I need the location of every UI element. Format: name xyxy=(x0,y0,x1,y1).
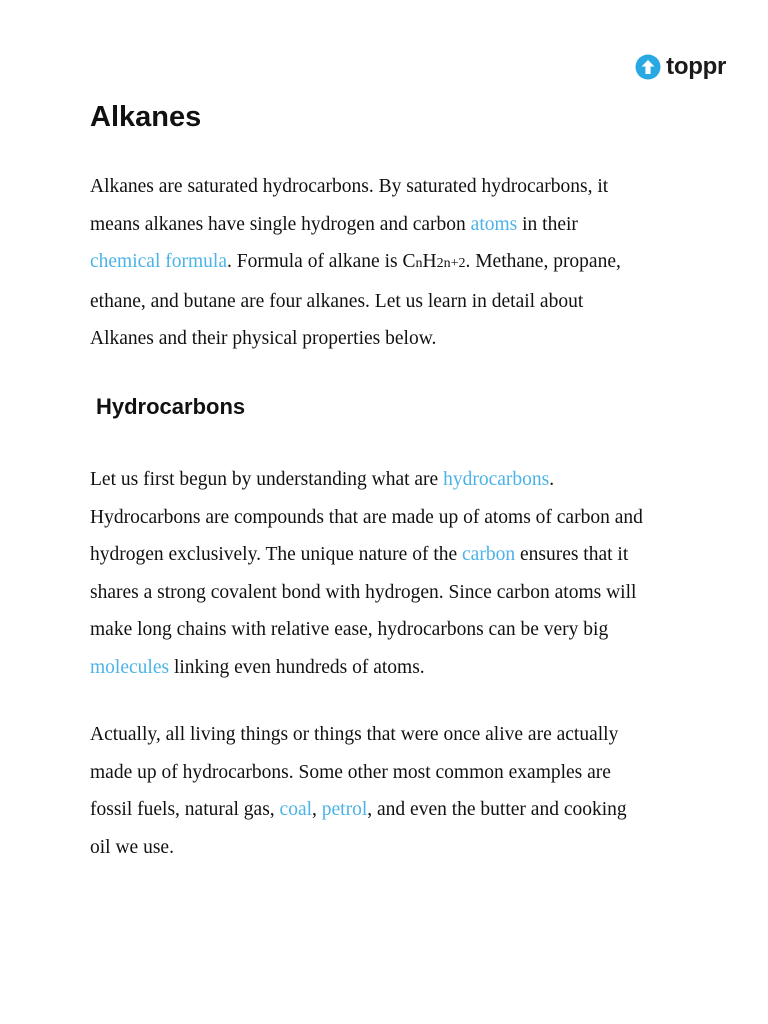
section-heading: Hydrocarbons xyxy=(96,394,246,419)
text-line: oil we use. xyxy=(90,836,174,858)
page-title: Alkanes xyxy=(90,101,202,133)
logo-text: toppr xyxy=(666,53,726,80)
hydrocarbons-link[interactable]: hydrocarbons xyxy=(443,469,550,490)
alkane-formula: CnH2n+2 xyxy=(402,251,466,273)
text-line: Alkanes are saturated hydrocarbons. By saturated hydrocarbons, it xyxy=(90,176,609,197)
examples-paragraph xyxy=(90,716,690,866)
text-line: Actually, all living things or things that were once alive are actually xyxy=(90,724,619,745)
intro-paragraph xyxy=(90,168,690,358)
chemical-formula-link[interactable]: chemical formula xyxy=(90,251,227,273)
text-line: Let us first begun by understanding what are hydrocarbons. xyxy=(90,469,555,490)
text-line: chemical formula. Formula of alkane is CnH2n+2. Methane, propane, xyxy=(90,251,621,273)
text-line: made up of hydrocarbons. Some other most common examples are xyxy=(90,761,611,783)
text-line: means alkanes have single hydrogen and carbon atoms in their xyxy=(90,213,578,235)
text-line: fossil fuels, natural gas, coal, petrol, and even the butter and cooking xyxy=(90,799,627,821)
molecules-link[interactable]: molecules xyxy=(90,656,170,678)
text-line: molecules linking even hundreds of atoms. xyxy=(90,656,425,678)
text-line: Hydrocarbons are compounds that are made up of atoms of carbon and xyxy=(90,506,643,528)
coal-link[interactable]: coal xyxy=(279,799,313,821)
text-line: make long chains with relative ease, hydrocarbons can be very big xyxy=(90,619,609,641)
text-line: hydrogen exclusively. The unique nature of the carbon ensures that it xyxy=(90,544,629,566)
carbon-link[interactable]: carbon xyxy=(462,544,516,566)
atoms-link[interactable]: atoms xyxy=(470,213,518,235)
hydrocarbons-paragraph xyxy=(90,461,690,687)
petrol-link[interactable]: petrol xyxy=(321,799,368,821)
text-line: ethane, and butane are four alkanes. Let us learn in detail about xyxy=(90,290,584,312)
text-line: shares a strong covalent bond with hydrogen. Since carbon atoms will xyxy=(90,581,637,603)
toppr-logo[interactable] xyxy=(635,54,726,80)
text-line: Alkanes and their physical properties below. xyxy=(90,328,437,350)
upload-arrow-icon xyxy=(635,54,661,80)
